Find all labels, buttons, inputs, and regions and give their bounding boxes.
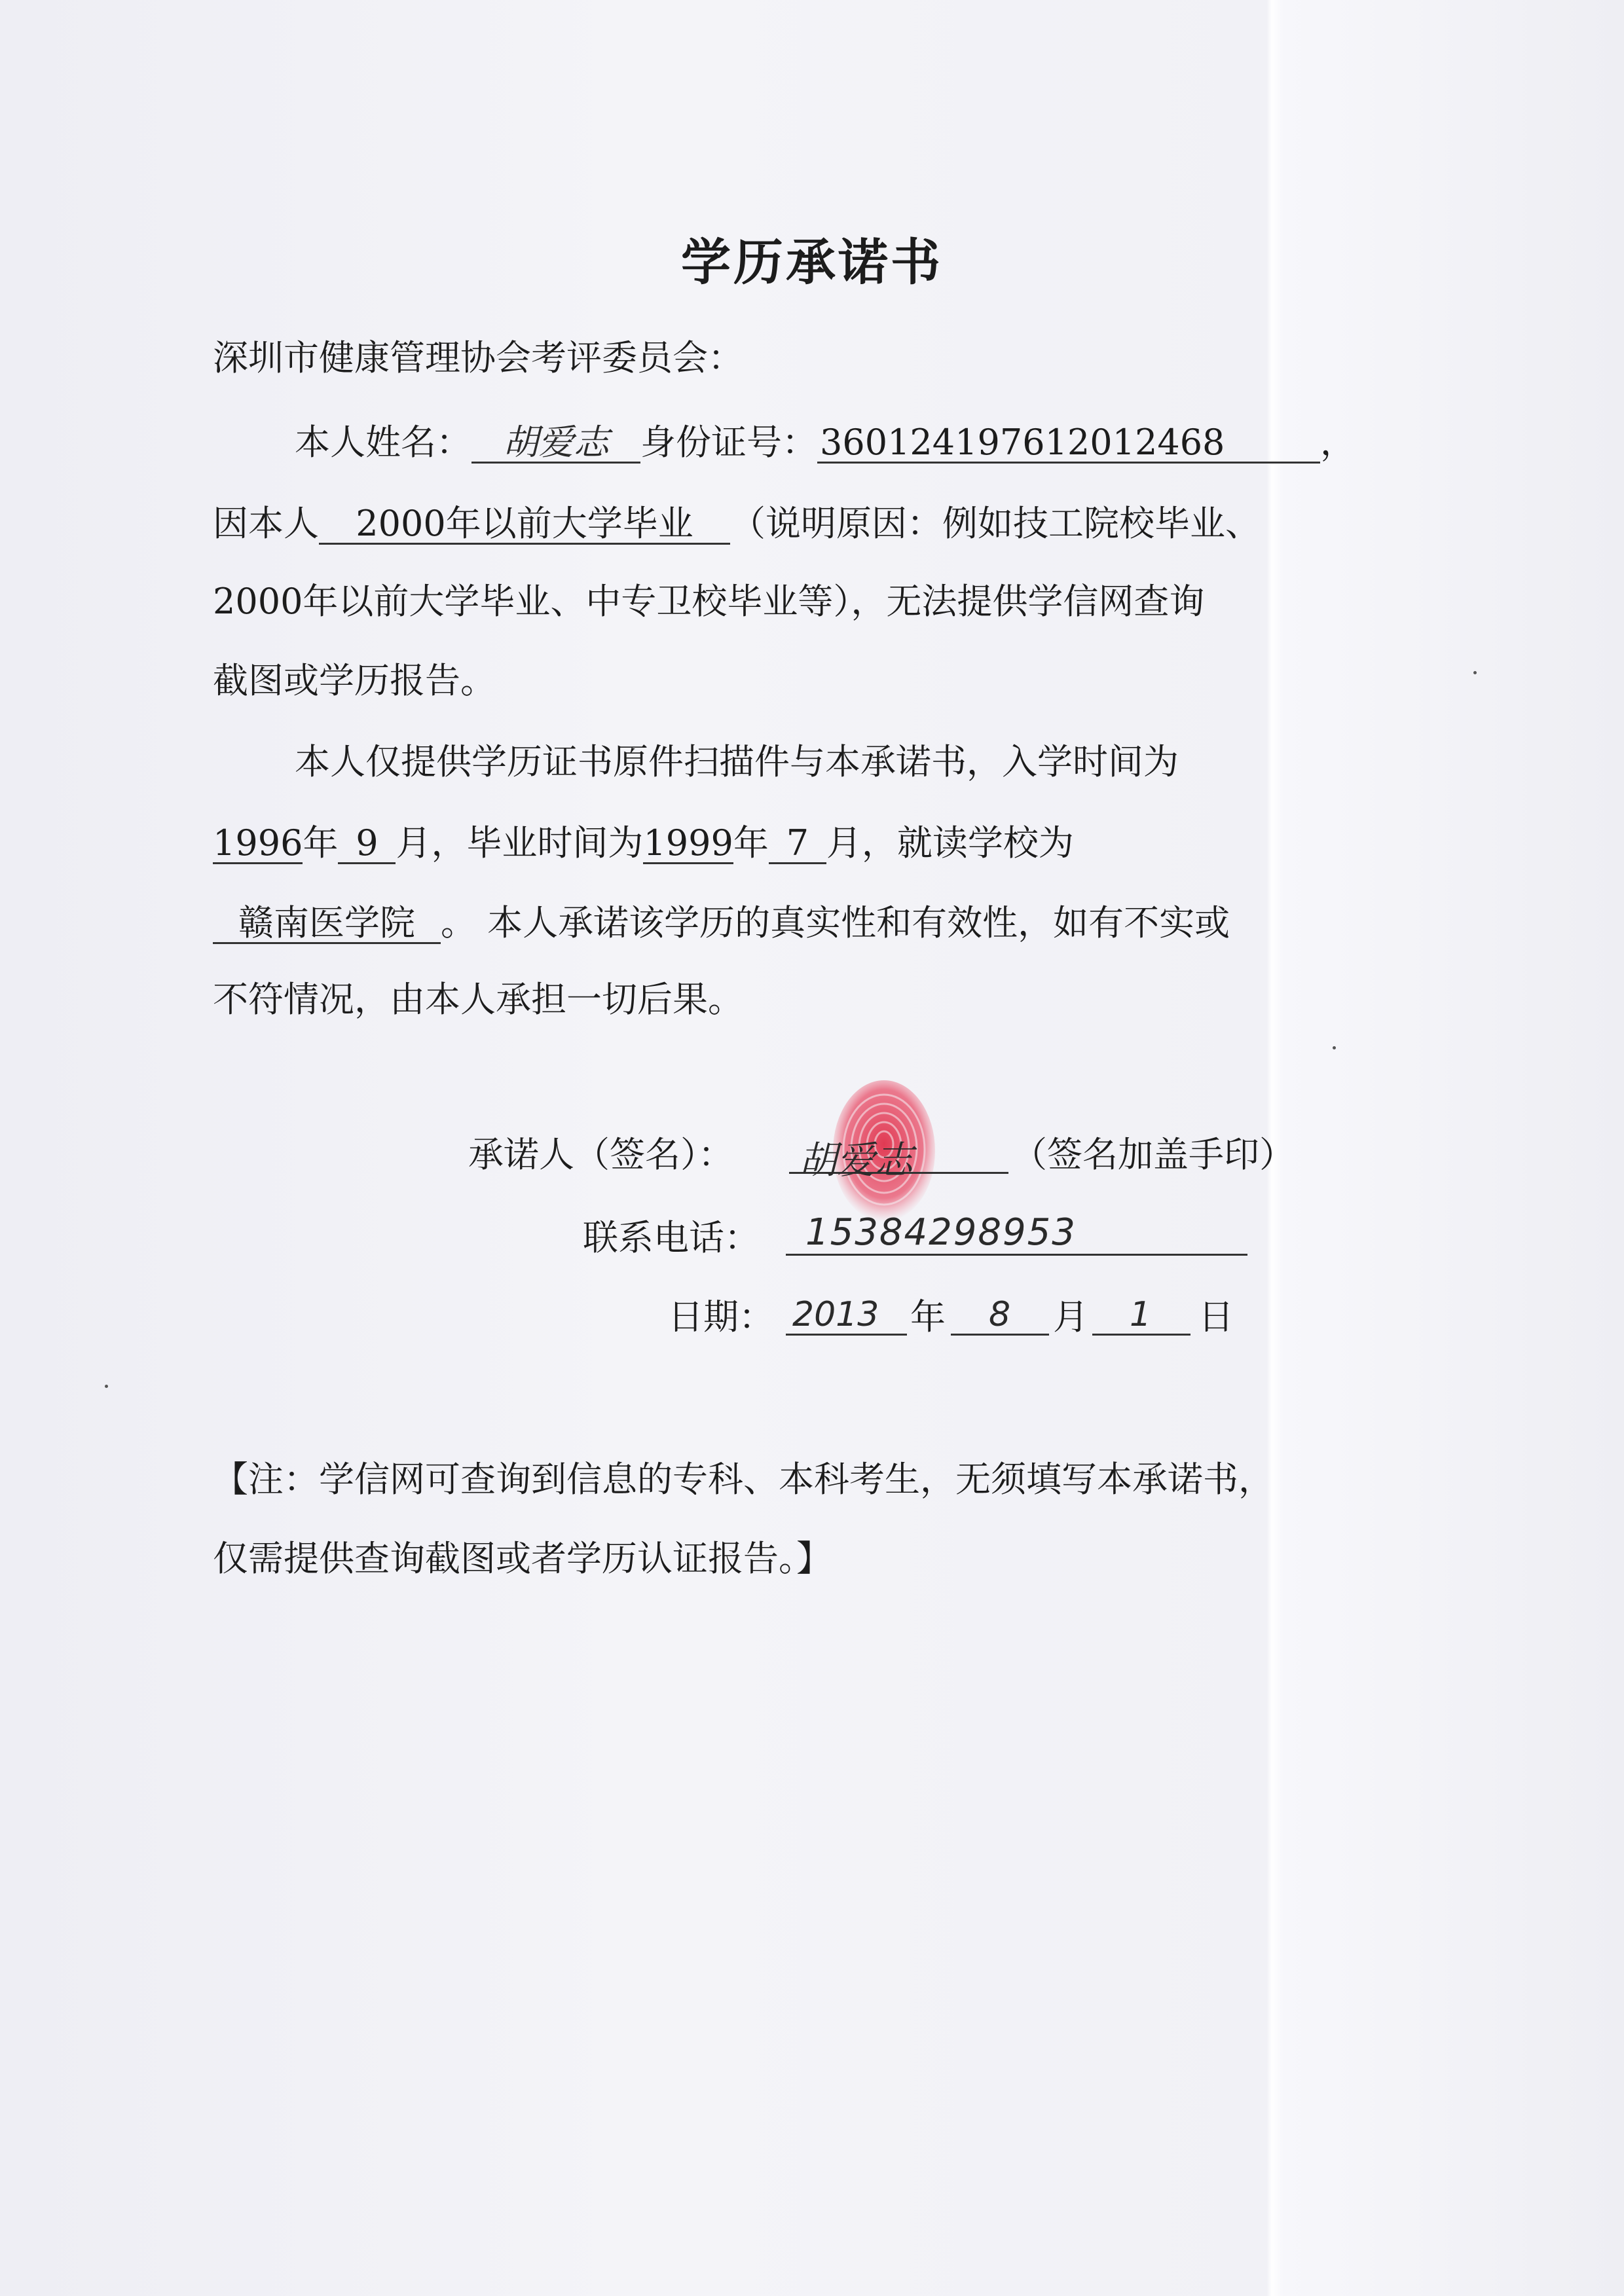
para1-line4: 截图或学历报告。: [213, 660, 496, 701]
para1-line2: [213, 504, 1261, 545]
reason-prefix: 因本人: [213, 503, 319, 544]
enroll-month-field: [338, 824, 396, 864]
comma: ，: [1320, 422, 1356, 463]
grad-month-field: [769, 824, 826, 864]
signature-note: （签名加盖手印）: [1012, 1134, 1295, 1175]
school-prefix: ，就读学校为: [861, 822, 1074, 864]
school-field: [213, 903, 441, 944]
addressee: 深圳市健康管理协会考评委员会：: [213, 337, 743, 378]
scan-speck: [1473, 671, 1477, 674]
year-char: 年: [303, 822, 339, 864]
date-day-char: 日: [1198, 1296, 1234, 1338]
enroll-month: 9: [356, 822, 378, 864]
month-char: 月: [826, 822, 862, 864]
name-field: [471, 423, 640, 464]
signature-value: 胡爱志: [799, 1138, 913, 1182]
id-value: 360124197612012468: [820, 422, 1225, 463]
reason-value: 2000年以前大学毕业: [356, 503, 693, 544]
para2-line1: 本人仅提供学历证书原件扫描件与本承诺书，入学时间为: [295, 741, 1179, 782]
para2-line4: 不符情况，由本人承担一切后果。: [213, 979, 743, 1020]
document-title: 学历承诺书: [681, 233, 943, 291]
para2-line3: [213, 903, 1230, 944]
month-char: 月: [396, 822, 432, 864]
scan-speck: [1333, 1046, 1336, 1049]
para2-line2: [213, 824, 1074, 864]
id-field: [817, 423, 1320, 464]
reason-note-1: （说明原因：例如技工院校毕业、: [730, 503, 1261, 544]
name-label: 本人姓名：: [295, 422, 471, 463]
year-char: 年: [733, 822, 769, 864]
grad-year-field: [643, 824, 733, 864]
id-label: 身份证号：: [640, 422, 817, 463]
date-month-char: 月: [1053, 1296, 1088, 1338]
school-value: 赣南医学院: [238, 902, 415, 943]
date-label: 日期：: [668, 1296, 774, 1338]
date-year: 2013: [792, 1295, 879, 1334]
reason-field: [319, 504, 730, 545]
para1-line3: 2000年以前大学毕业、中专卫校毕业等），无法提供学信网查询: [213, 581, 1205, 622]
grad-prefix: ，毕业时间为: [431, 822, 644, 864]
signer-label: 承诺人（签名）：: [468, 1134, 733, 1175]
phone-value: 15384298953: [805, 1211, 1077, 1254]
name-value: 胡爱志: [503, 422, 609, 463]
phone-underline: [786, 1254, 1247, 1256]
enroll-year: 1996: [213, 822, 303, 864]
date-year-char: 年: [910, 1296, 946, 1338]
para2-line3-rest: 。 本人承诺该学历的真实性和有效性，如有不实或: [441, 902, 1230, 943]
grad-month: 7: [786, 822, 809, 864]
scan-speck: [105, 1385, 108, 1388]
footer-note-line2: 仅需提供查询截图或者学历认证报告。】: [213, 1538, 832, 1579]
date-month: 8: [989, 1295, 1011, 1334]
phone-label: 联系电话：: [583, 1217, 760, 1258]
enroll-year-field: [213, 824, 303, 864]
date-day: 1: [1130, 1295, 1152, 1334]
para1-line1: [295, 423, 1356, 464]
grad-year: 1999: [643, 822, 733, 864]
footer-note-line1: 【注：学信网可查询到信息的专科、本科考生，无须填写本承诺书，: [213, 1459, 1274, 1500]
